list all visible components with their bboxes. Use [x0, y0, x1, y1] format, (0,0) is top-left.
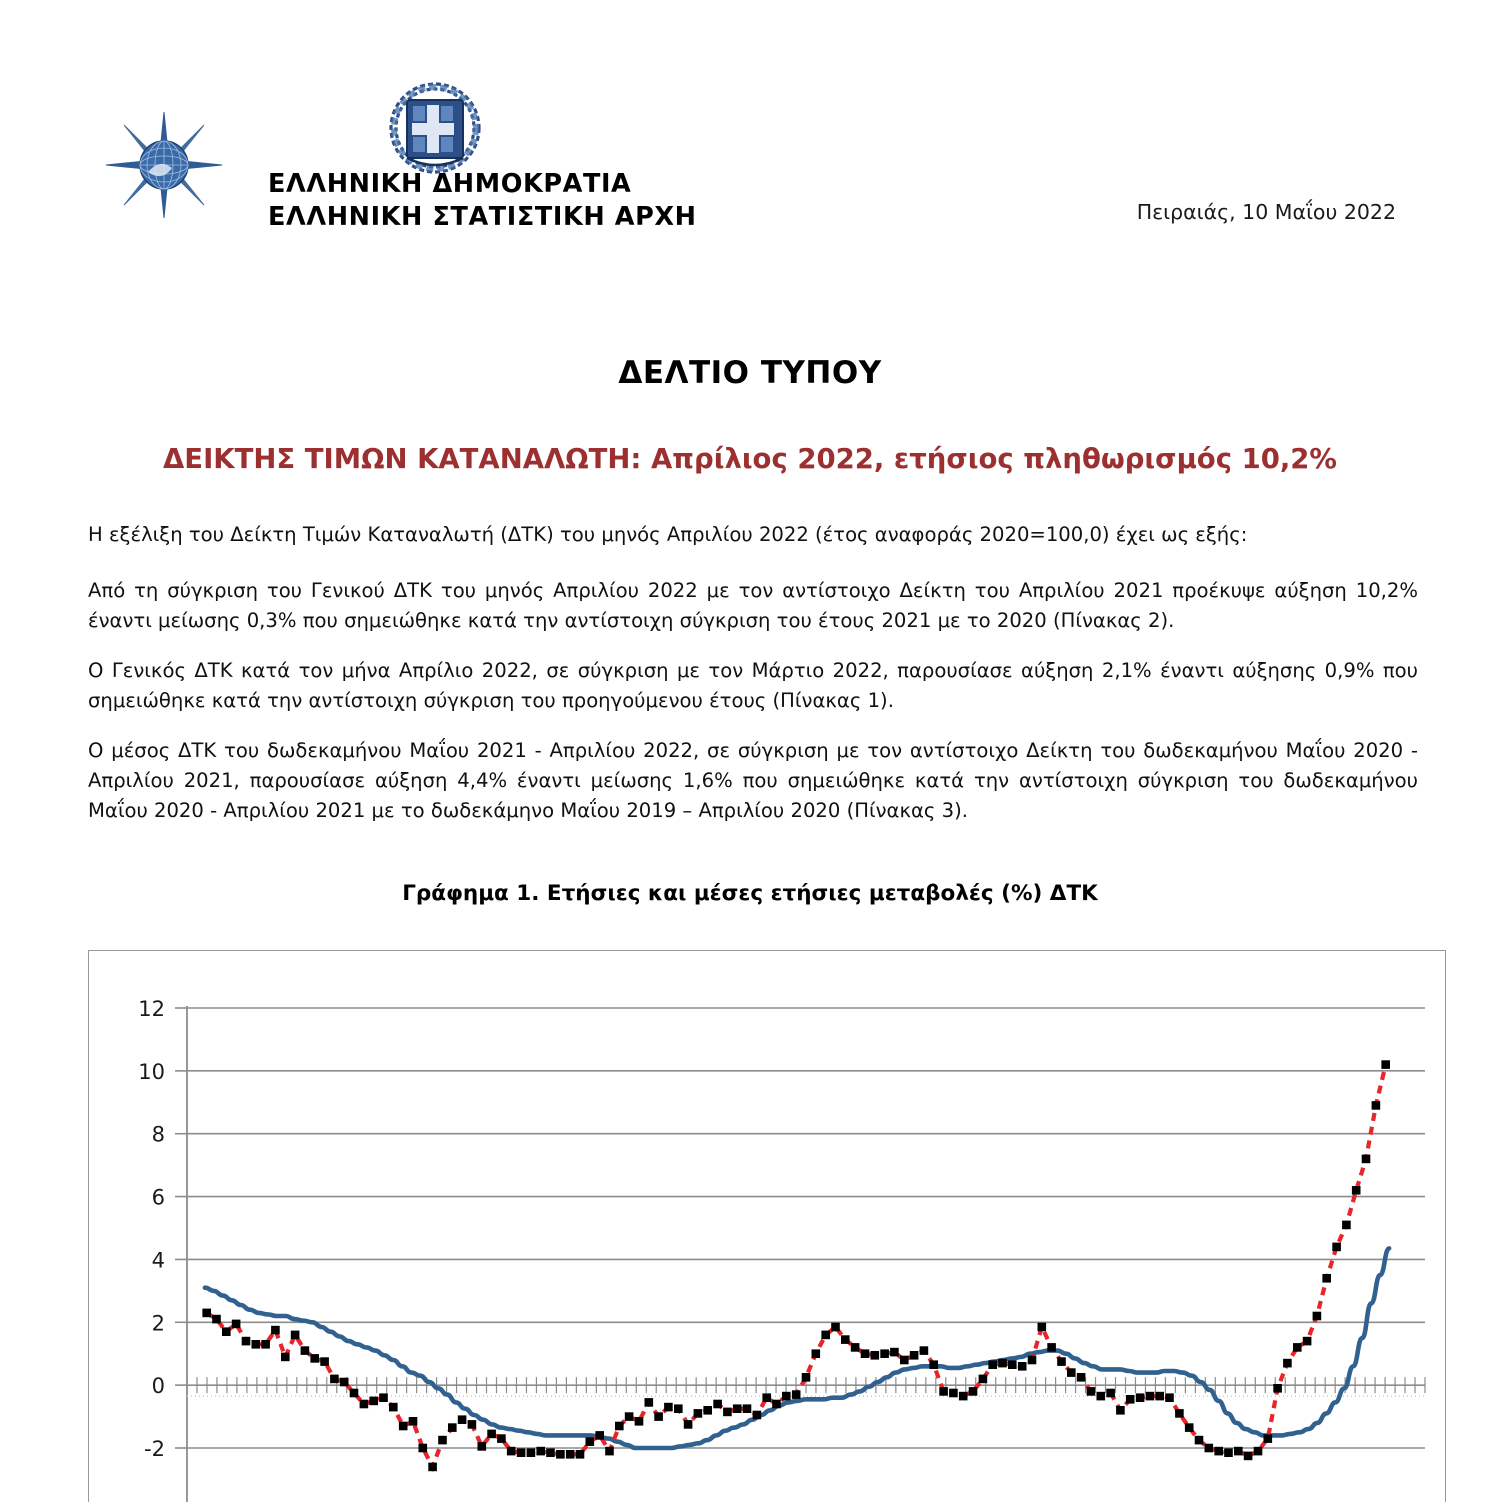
data-point-marker	[969, 1387, 978, 1396]
data-point-marker	[998, 1359, 1007, 1368]
data-point-marker	[841, 1335, 850, 1344]
data-point-marker	[949, 1389, 958, 1398]
data-point-marker	[1136, 1393, 1145, 1402]
data-point-marker	[733, 1404, 742, 1413]
data-point-marker	[1234, 1447, 1243, 1456]
data-point-marker	[1352, 1186, 1361, 1195]
data-point-marker	[242, 1337, 251, 1346]
data-point-marker	[232, 1320, 241, 1329]
data-point-marker	[871, 1351, 880, 1360]
data-point-marker	[517, 1448, 526, 1457]
organization-line-2: ΕΛΛΗΝΙΚΗ ΣΤΑΤΙΣΤΙΚΗ ΑΡΧΗ	[268, 202, 697, 232]
data-point-marker	[762, 1393, 771, 1402]
data-point-marker	[615, 1422, 624, 1431]
data-point-marker	[1264, 1434, 1273, 1443]
y-axis-tick-label: 6	[151, 1185, 165, 1210]
data-point-marker	[979, 1375, 988, 1384]
data-point-marker	[1106, 1389, 1115, 1398]
data-point-marker	[546, 1448, 555, 1457]
data-point-marker	[1018, 1362, 1027, 1371]
data-point-marker	[1008, 1360, 1017, 1369]
data-point-marker	[271, 1326, 280, 1335]
data-point-marker	[1273, 1384, 1282, 1393]
data-point-marker	[713, 1400, 722, 1409]
data-point-marker	[281, 1353, 290, 1362]
data-point-marker	[566, 1450, 575, 1459]
data-point-marker	[959, 1392, 968, 1401]
paragraph-twelve-month-average: Ο μέσος ΔΤΚ του δωδεκαμήνου Μαΐου 2021 - Απριλίου 2022, σε σύγκριση με τον αντίστοιχο Δείκτη του δωδεκαμήνου Μαΐου 2020 - Απριλίου 2021, παρουσίασε αύξηση 4,4% έναντι μείωσης 1,6% που σημειώθηκε κατά την αντίστοιχη σύγκριση του δωδεκαμήνου Μαΐου 2020 - Απριλίου 2021 με το δωδεκάμηνο Μαΐου 2019 – Απριλίου 2020 (Πίνακας 3).	[88, 739, 1418, 822]
data-point-marker	[782, 1392, 791, 1401]
data-point-marker	[527, 1448, 536, 1457]
data-point-marker	[320, 1357, 329, 1366]
y-axis-tick-label: -2	[144, 1437, 165, 1461]
series-annual-change	[207, 1065, 1386, 1467]
data-point-marker	[851, 1343, 860, 1352]
body-text	[88, 520, 1418, 846]
data-point-marker	[1205, 1444, 1214, 1453]
chart-plot-area	[89, 951, 1445, 1502]
data-point-marker	[536, 1447, 545, 1456]
data-point-marker	[1195, 1436, 1204, 1445]
data-point-marker	[222, 1327, 231, 1336]
data-point-marker	[1372, 1101, 1381, 1110]
data-point-marker	[625, 1412, 634, 1421]
data-point-marker	[202, 1309, 211, 1318]
data-point-marker	[556, 1450, 565, 1459]
y-axis-tick-label: 12	[138, 997, 165, 1021]
data-point-marker	[821, 1331, 830, 1340]
data-point-marker	[988, 1360, 997, 1369]
data-point-marker	[261, 1340, 270, 1349]
data-point-marker	[753, 1411, 762, 1420]
data-point-marker	[330, 1375, 339, 1384]
data-point-marker	[212, 1315, 221, 1324]
data-point-marker	[438, 1436, 447, 1445]
data-point-marker	[468, 1420, 477, 1429]
data-point-marker	[910, 1351, 919, 1360]
data-point-marker	[939, 1387, 948, 1396]
data-point-marker	[458, 1415, 467, 1424]
data-point-marker	[723, 1408, 732, 1417]
data-point-marker	[1175, 1409, 1184, 1418]
data-point-marker	[1185, 1423, 1194, 1432]
data-point-marker	[360, 1400, 369, 1409]
cpi-change-chart	[88, 950, 1446, 1502]
data-point-marker	[674, 1404, 683, 1413]
data-point-marker	[900, 1356, 909, 1365]
data-point-marker	[1244, 1452, 1253, 1461]
place-and-date: Πειραιάς, 10 Μαΐου 2022	[1136, 200, 1396, 224]
data-point-marker	[880, 1349, 889, 1358]
y-axis-tick-label: 2	[151, 1311, 165, 1336]
y-axis-tick-label: 10	[138, 1059, 165, 1084]
y-axis-tick-label: 8	[151, 1122, 165, 1147]
data-point-marker	[369, 1397, 378, 1406]
data-point-marker	[1381, 1060, 1390, 1069]
data-point-marker	[389, 1403, 398, 1412]
data-point-marker	[1214, 1447, 1223, 1456]
data-point-marker	[291, 1331, 300, 1340]
data-point-marker	[890, 1348, 899, 1357]
data-point-marker	[1126, 1395, 1135, 1404]
data-point-marker	[1342, 1221, 1351, 1230]
data-point-marker	[664, 1403, 673, 1412]
organization-name	[268, 168, 968, 234]
data-point-marker	[812, 1349, 821, 1358]
y-axis-tick-label: 0	[151, 1374, 165, 1399]
chart-caption: Γράφημα 1. Ετήσιες και μέσες ετήσιες μεταβολές (%) ΔΤΚ	[402, 881, 1098, 906]
organization-line-1: ΕΛΛΗΝΙΚΗ ΔΗΜΟΚΡΑΤΙΑ	[268, 169, 632, 199]
data-point-marker	[1293, 1343, 1302, 1352]
data-point-marker	[1362, 1155, 1371, 1164]
data-point-marker	[802, 1373, 811, 1382]
data-point-marker	[694, 1409, 703, 1418]
paragraph-intro: Η εξέλιξη του Δείκτη Τιμών Καταναλωτή (ΔΤΚ) του μηνός Απριλίου 2022 (έτος αναφοράς 2020=100,0) έχει ως εξής:	[88, 523, 1248, 546]
data-point-marker	[497, 1434, 506, 1443]
data-point-marker	[1057, 1357, 1066, 1366]
data-point-marker	[1067, 1368, 1076, 1377]
data-point-marker	[448, 1423, 457, 1432]
page-title: ΔΕΛΤΙΟ ΤΥΠΟΥ	[618, 355, 882, 391]
data-point-marker	[399, 1422, 408, 1431]
data-point-marker	[605, 1447, 614, 1456]
subject-title: ΔΕΙΚΤΗΣ ΤΙΜΩΝ ΚΑΤΑΝΑΛΩΤΗ: Απρίλιος 2022, ετήσιος πληθωρισμός 10,2%	[163, 443, 1337, 475]
data-point-marker	[340, 1378, 349, 1387]
data-point-marker	[1146, 1392, 1155, 1401]
data-point-marker	[301, 1346, 310, 1355]
data-point-marker	[861, 1349, 870, 1358]
data-point-marker	[929, 1360, 938, 1369]
data-point-marker	[576, 1450, 585, 1459]
data-point-marker	[1313, 1312, 1322, 1321]
data-point-marker	[1224, 1448, 1233, 1457]
paragraph-annual-change: Από τη σύγκριση του Γενικού ΔΤΚ του μηνός Απριλίου 2022 με τον αντίστοιχο Δείκτη του Απριλίου 2021 προέκυψε αύξηση 10,2% έναντι μείωσης 0,3% που σημειώθηκε κατά την αντίστοιχη σύγκριση του έτους 2021 με το 2020 (Πίνακας 2).	[88, 579, 1418, 632]
data-point-marker	[654, 1412, 663, 1421]
data-point-marker	[419, 1444, 428, 1453]
data-point-marker	[478, 1442, 487, 1451]
data-point-marker	[1116, 1406, 1125, 1415]
data-point-marker	[920, 1346, 929, 1355]
data-point-marker	[1254, 1447, 1263, 1456]
y-axis-tick-label: 4	[151, 1248, 165, 1273]
data-point-marker	[1087, 1387, 1096, 1396]
page-header	[0, 0, 1500, 260]
data-point-marker	[487, 1430, 496, 1439]
data-point-marker	[772, 1400, 781, 1409]
data-point-marker	[1322, 1274, 1331, 1283]
data-point-marker	[831, 1323, 840, 1332]
data-point-marker	[792, 1390, 801, 1399]
data-point-marker	[1047, 1343, 1056, 1352]
data-point-marker	[1028, 1356, 1037, 1365]
data-point-marker	[379, 1393, 388, 1402]
compass-statistics-icon	[104, 110, 224, 220]
data-point-marker	[1155, 1392, 1164, 1401]
data-point-marker	[1283, 1359, 1292, 1368]
data-point-marker	[645, 1398, 654, 1407]
hellenic-republic-crest-icon	[383, 78, 487, 182]
data-point-marker	[743, 1404, 752, 1413]
series-average-annual-change	[205, 1248, 1389, 1448]
data-point-marker	[1165, 1393, 1174, 1402]
paragraph-monthly-change: Ο Γενικός ΔΤΚ κατά τον μήνα Απρίλιο 2022, σε σύγκριση με τον Μάρτιο 2022, παρουσίασε αύξηση 2,1% έναντι αύξησης 0,9% που σημειώθηκε κατά την αντίστοιχη σύγκριση του προηγούμενου έτους (Πίνακας 1).	[88, 659, 1418, 712]
data-point-marker	[635, 1417, 644, 1426]
data-point-marker	[1038, 1323, 1047, 1332]
data-point-marker	[409, 1417, 418, 1426]
data-point-marker	[1332, 1243, 1341, 1252]
data-point-marker	[1077, 1373, 1086, 1382]
data-point-marker	[586, 1437, 595, 1446]
data-point-marker	[507, 1447, 516, 1456]
data-point-marker	[350, 1389, 359, 1398]
data-point-marker	[252, 1340, 261, 1349]
data-point-marker	[310, 1354, 319, 1363]
data-point-marker	[1097, 1392, 1106, 1401]
data-point-marker	[595, 1431, 604, 1440]
data-point-marker	[428, 1463, 437, 1472]
data-point-marker	[703, 1406, 712, 1415]
data-point-marker	[1303, 1337, 1312, 1346]
data-point-marker	[684, 1420, 693, 1429]
